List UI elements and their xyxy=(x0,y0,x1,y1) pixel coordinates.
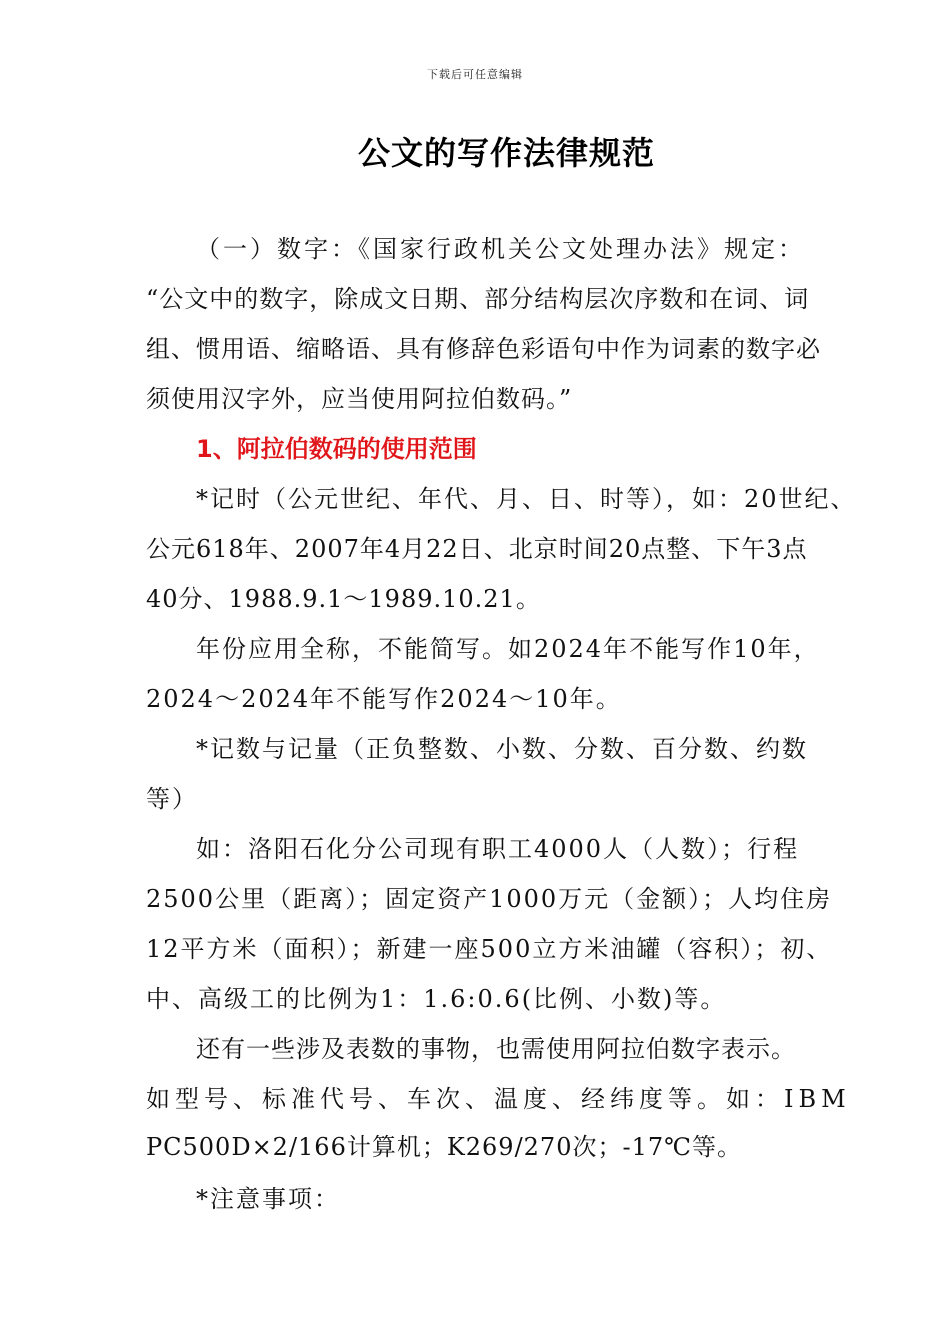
text-line: *记时（公元世纪、年代、月、日、时等），如：20世纪、 xyxy=(196,485,857,513)
text-line: 还有一些涉及表数的事物，也需使用阿拉伯数字表示。 xyxy=(196,1035,796,1063)
text-line: PC500D×2/166计算机；K269/270次；-17℃等。 xyxy=(146,1133,742,1161)
text-line: *注意事项： xyxy=(196,1185,340,1213)
header-note: 下载后可任意编辑 xyxy=(427,68,523,81)
text-line: 40分、1988.9.1～1989.10.21。 xyxy=(146,585,541,613)
text-line: 如：洛阳石化分公司现有职工4000人（人数）；行程 xyxy=(196,835,800,863)
text-line: 公元618年、2007年4月22日、北京时间20点整、下午3点 xyxy=(146,535,808,563)
text-line: 中、高级工的比例为1：1.6:0.6(比例、小数)等。 xyxy=(146,985,727,1013)
text-line: 等） xyxy=(146,785,198,813)
text-line: （一）数字：《国家行政机关公文处理办法》规定： xyxy=(196,235,805,263)
text-line: 须使用汉字外，应当使用阿拉伯数码。” xyxy=(146,385,573,413)
page-title: 公文的写作法律规范 xyxy=(358,134,656,172)
section-heading: 1、阿拉伯数码的使用范围 xyxy=(196,435,477,463)
text-line: 2500公里（距离）；固定资产1000万元（金额）；人均住房 xyxy=(146,885,833,913)
text-line: 2024～2024年不能写作2024～10年。 xyxy=(146,685,622,713)
text-line: 如型号、标准代号、车次、温度、经纬度等。如：IBM xyxy=(146,1085,851,1113)
text-line: 12平方米（面积）；新建一座500立方米油罐（容积）；初、 xyxy=(146,935,833,963)
text-line: “公文中的数字，除成文日期、部分结构层次序数和在词、词 xyxy=(146,285,810,313)
text-line: 组、惯用语、缩略语、具有修辞色彩语句中作为词素的数字必 xyxy=(146,335,821,363)
text-line: 年份应用全称，不能简写。如2024年不能写作10年， xyxy=(196,635,820,663)
text-line: *记数与记量（正负整数、小数、分数、百分数、约数 xyxy=(196,735,808,763)
